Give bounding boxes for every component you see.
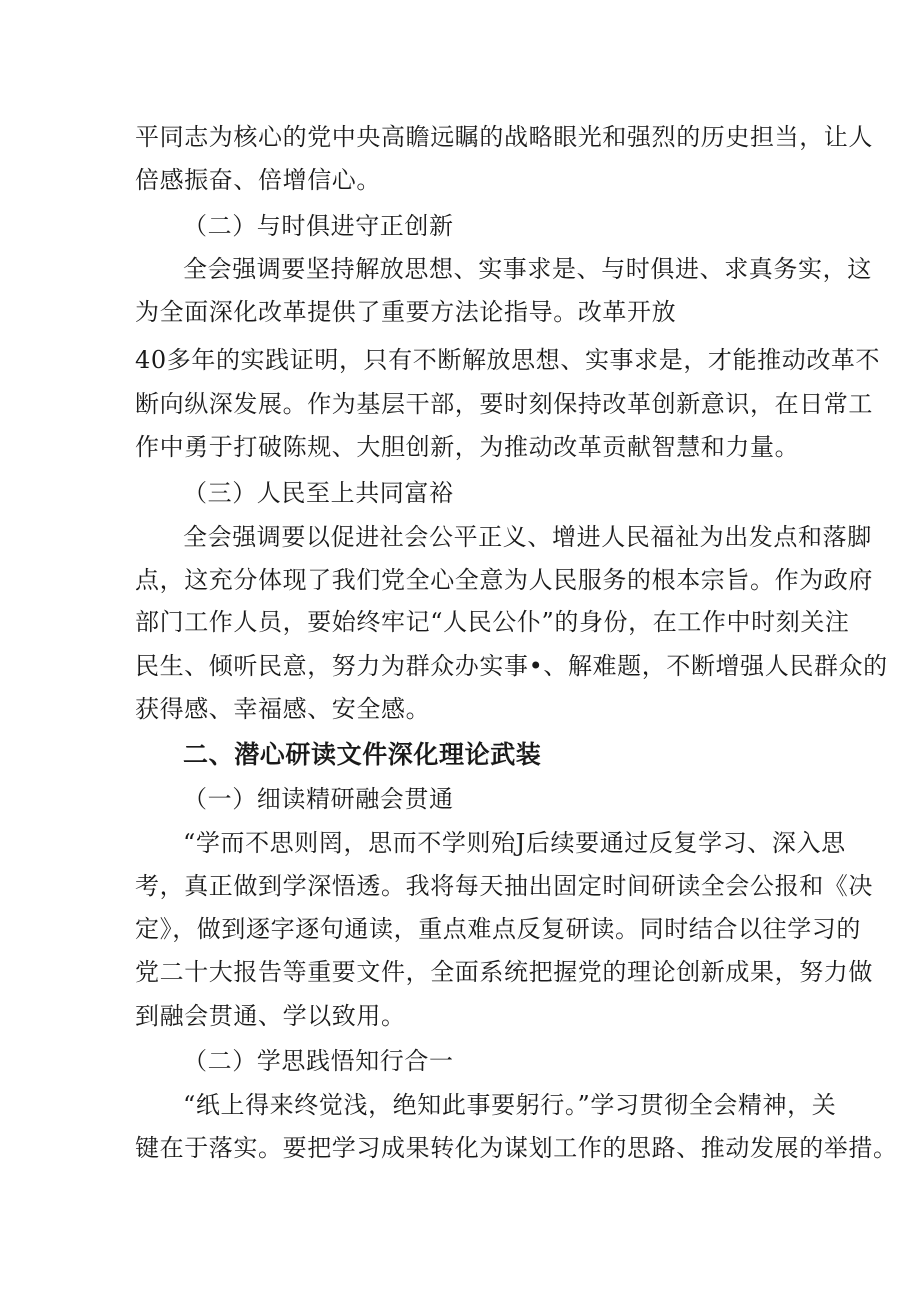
paragraph-line: 获得感、幸福感、安全感。 xyxy=(135,695,431,723)
section-subheading: （二）学思践悟知行合一 xyxy=(183,1047,454,1075)
paragraph-line: 作中勇于打破陈规、大胆创新，为推动改革贡献智慧和力量。 xyxy=(135,433,800,461)
paragraph-line: “学而不思则罔，思而不学则殆J后续要通过反复学习、深入思 xyxy=(183,829,846,857)
paragraph-line: 党二十大报告等重要文件，全面系统把握党的理论创新成果，努力做 xyxy=(135,958,873,986)
paragraph-line: 点，这充分体现了我们党全心全意为人民服务的根本宗旨。作为政府 xyxy=(135,566,873,594)
section-subheading: （三）人民至上共同富裕 xyxy=(183,479,454,507)
paragraph-line: 全会强调要坚持解放思想、实事求是、与时俱进、求真务实，这 xyxy=(183,255,872,283)
paragraph-line: 部门工作人员，要始终牢记“人民公仆”的身份，在工作中时刻关注 xyxy=(135,608,850,636)
paragraph-line: 为全面深化改革提供了重要方法论指导。改革开放 xyxy=(135,298,677,326)
section-subheading: （一）细读精研融会贯通 xyxy=(183,785,454,813)
paragraph-line: 到融会贯通、学以致用。 xyxy=(135,1002,406,1030)
paragraph-line: 定》，做到逐字逐句通读，重点难点反复研读。同时结合以往学习的 xyxy=(135,915,861,943)
paragraph-line: 全会强调要以促进社会公平正义、增进人民福祉为出发点和落脚 xyxy=(183,523,872,551)
paragraph-line: “纸上得来终觉浅，绝知此事要躬行。”学习贯彻全会精神，关 xyxy=(183,1091,837,1119)
paragraph-line: 平同志为核心的党中央高瞻远瞩的战略眼光和强烈的历史担当，让人 xyxy=(135,123,873,151)
paragraph-line: 40多年的实践证明，只有不断解放思想、实事求是，才能推动改革不 xyxy=(135,346,881,374)
section-subheading: （二）与时俱进守正创新 xyxy=(183,212,454,240)
paragraph-line: 考，真正做到学深悟透。我将每天抽出固定时间研读全会公报和《决 xyxy=(135,872,873,900)
section-heading: 二、潜心研读文件深化理论武装 xyxy=(183,740,542,769)
paragraph-line: 民生、倾听民意，努力为群众办实事•、解难题，不断增强人民群众的 xyxy=(135,652,888,680)
paragraph-line: 倍感振奋、倍增信心。 xyxy=(135,166,381,194)
paragraph-line: 断向纵深发展。作为基层干部，要时刻保持改革创新意识，在日常工 xyxy=(135,390,873,418)
paragraph-line: 键在于落实。要把学习成果转化为谋划工作的思路、推动发展的举措。 xyxy=(135,1134,898,1162)
